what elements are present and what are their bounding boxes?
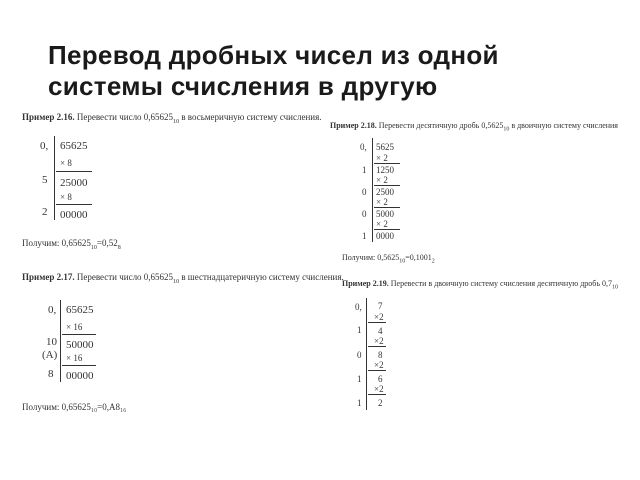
frac-cell: 2 (378, 398, 383, 408)
table-vertical-line (54, 136, 55, 220)
table-horizontal-line (56, 204, 92, 205)
frac-cell: 5625 (376, 142, 394, 152)
example-label: Пример 2.17. (22, 272, 75, 282)
multiplier: × 2 (376, 197, 388, 207)
table-horizontal-line (368, 346, 386, 347)
multiplier: × 8 (60, 158, 72, 168)
table-horizontal-line (62, 365, 96, 366)
int-cell: 0 (362, 209, 367, 219)
int-cell: 0, (48, 304, 57, 316)
example-text: Перевести десятичную дробь 0,5625 (378, 121, 504, 130)
frac-cell: 65625 (60, 140, 88, 152)
int-cell: 0, (355, 302, 362, 312)
int-cell: 1 (357, 374, 362, 384)
result-base-2: 2 (431, 258, 435, 265)
slide-title: Перевод дробных чисел из одной системы счисления в другую (48, 40, 499, 101)
result-line (342, 253, 435, 265)
table-horizontal-line (62, 334, 96, 335)
frac-cell: 65625 (66, 304, 94, 316)
table-horizontal-line (374, 185, 400, 186)
frac-cell: 1250 (376, 165, 394, 175)
frac-cell: 00000 (60, 209, 88, 221)
example-label: Пример 2.19. (342, 279, 389, 288)
base-subscript: 10 (173, 278, 180, 285)
result-prefix: Получим: 0,5625 (342, 253, 400, 262)
multiplier: ×2 (374, 336, 384, 346)
int-cell: 0, (40, 140, 49, 152)
frac-cell: 8 (378, 350, 383, 360)
example-label: Пример 2.16. (22, 112, 75, 122)
int-cell: 0 (362, 187, 367, 197)
result-line: Получим: 0,65625₁₀=0,A8₁₆ (22, 402, 127, 412)
frac-cell: 0000 (376, 231, 394, 241)
frac-cell: 6 (378, 374, 383, 384)
table-vertical-line (372, 138, 373, 242)
multiplier: × 8 (60, 192, 72, 202)
result-base-2: 8 (117, 244, 121, 251)
frac-cell: 4 (378, 326, 383, 336)
frac-cell: 7 (378, 301, 383, 311)
multiplier: × 2 (376, 153, 388, 163)
table-horizontal-line (368, 394, 386, 395)
example-text-2: в восьмеричную систему счисления. (181, 112, 322, 122)
result-base-1: 10 (90, 244, 97, 251)
frac-cell: 2500 (376, 187, 394, 197)
int-cell: (A) (42, 349, 58, 361)
table-horizontal-line (368, 322, 386, 323)
frac-cell: 00000 (66, 370, 94, 382)
result-line (22, 238, 121, 251)
multiplier: × 16 (66, 322, 83, 332)
table-horizontal-line (56, 171, 92, 172)
example-2-16-caption (22, 112, 322, 125)
int-cell: 1 (357, 325, 362, 335)
table-horizontal-line (368, 370, 386, 371)
base-subscript: 10 (173, 118, 180, 125)
frac-cell: 5000 (376, 209, 394, 219)
example-text-2: в шестнадцатеричную систему счисления. (181, 272, 344, 282)
frac-cell: 50000 (66, 339, 94, 351)
table-horizontal-line (374, 229, 400, 230)
multiplier: ×2 (374, 312, 384, 322)
table-horizontal-line (374, 207, 400, 208)
base-subscript: 10 (503, 126, 510, 133)
int-cell: 1 (357, 398, 362, 408)
example-2-19-caption (342, 279, 618, 291)
result-base-1: 10 (399, 258, 406, 265)
int-cell: 0 (357, 350, 362, 360)
frac-cell: 25000 (60, 177, 88, 189)
table-vertical-line (366, 298, 367, 410)
int-cell: 5 (42, 174, 48, 186)
example-2-17-caption (22, 272, 344, 285)
multiplier: × 16 (66, 353, 83, 363)
result-prefix: Получим: 0,65625 (22, 238, 91, 248)
example-2-18-caption (330, 121, 618, 133)
multiplier: × 2 (376, 219, 388, 229)
multiplier: × 2 (376, 175, 388, 185)
example-text-2: в двоичную систему счисления (511, 121, 618, 130)
int-cell: 1 (362, 165, 367, 175)
int-cell: 10 (46, 336, 57, 348)
result-value: =0,52 (96, 238, 118, 248)
example-text: Перевести в двоичную систему счисления десятичную дробь 0,7 (390, 279, 612, 288)
table-vertical-line (60, 300, 61, 382)
multiplier: ×2 (374, 360, 384, 370)
example-text: Перевести число 0,65625 (76, 272, 174, 282)
table-horizontal-line (374, 163, 400, 164)
int-cell: 1 (362, 231, 367, 241)
multiplier: ×2 (374, 384, 384, 394)
int-cell: 8 (48, 368, 54, 380)
base-subscript: 10 (611, 284, 618, 291)
result-value: =0,1001 (405, 253, 432, 262)
int-cell: 0, (360, 142, 367, 152)
example-text: Перевести число 0,65625 (76, 112, 174, 122)
example-label: Пример 2.18. (330, 121, 377, 130)
int-cell: 2 (42, 206, 48, 218)
